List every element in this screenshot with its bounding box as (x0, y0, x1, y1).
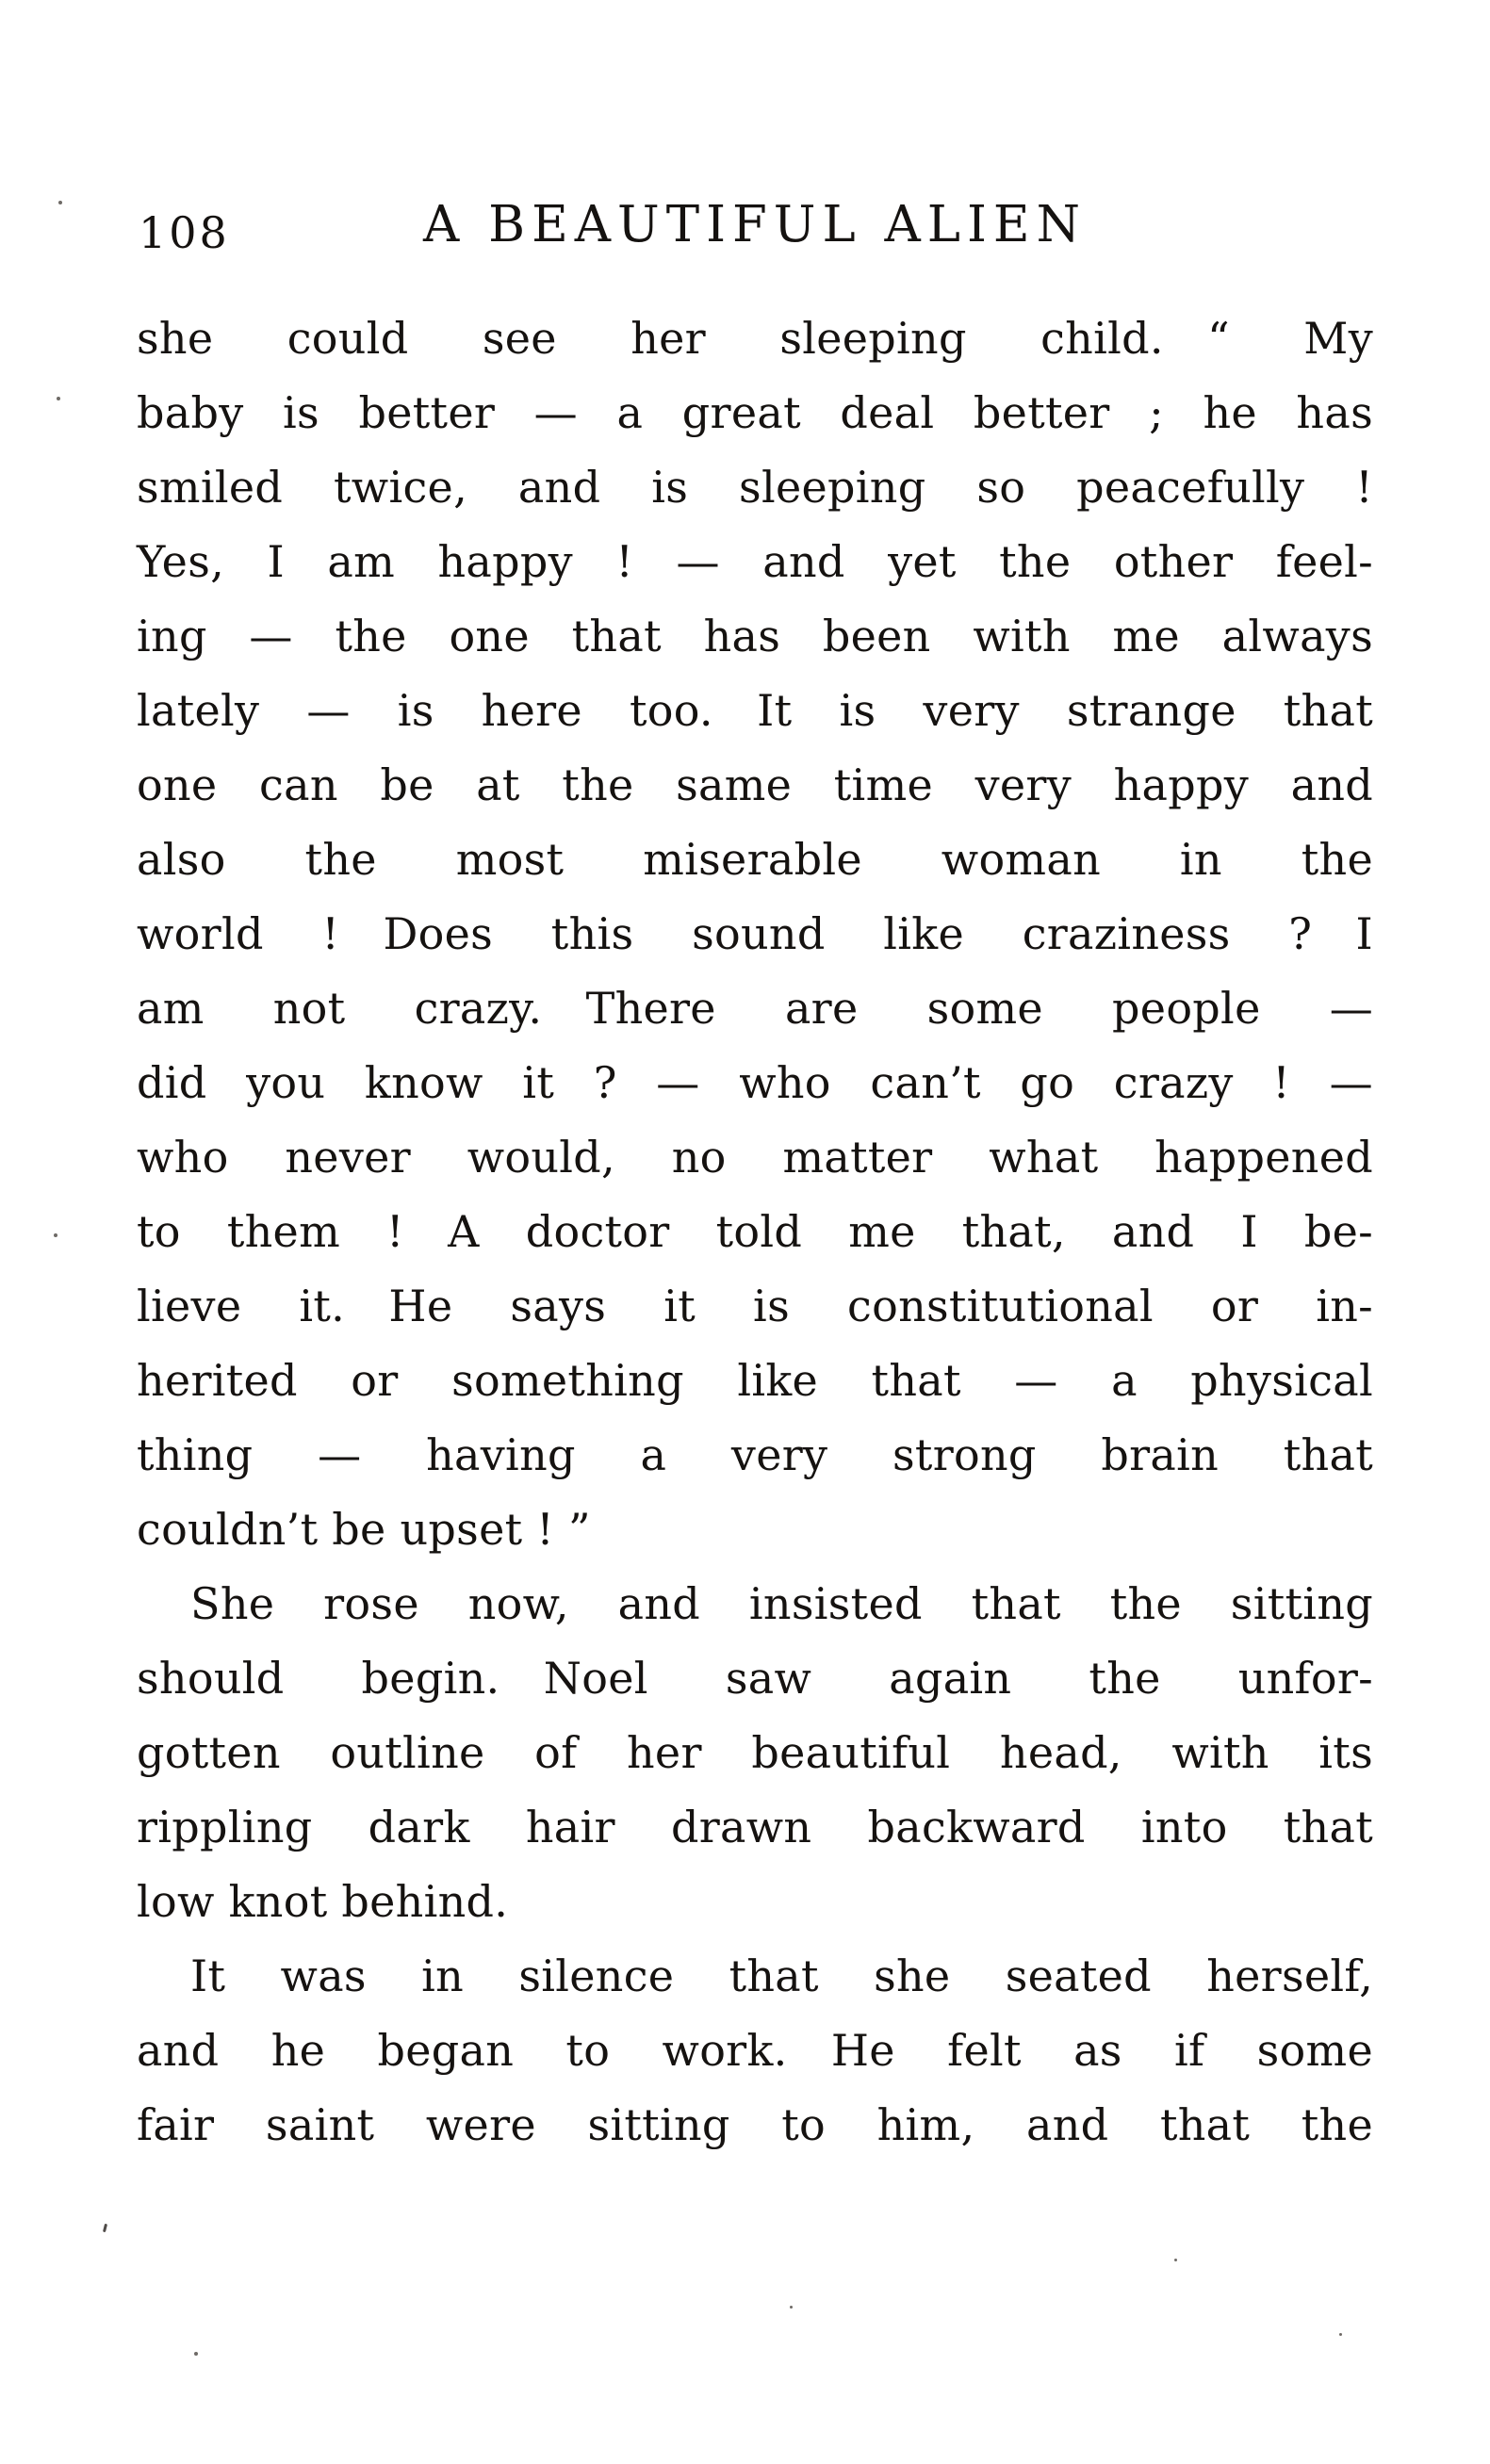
running-title: A BEAUTIFUL ALIEN (423, 196, 1087, 253)
scan-speck (1339, 2333, 1342, 2336)
page-body-text (137, 302, 1373, 2162)
scan-speck (54, 1233, 57, 1237)
text-line: lieve it. He says it is constitutional or in- (137, 1281, 1373, 1331)
text-line: gotten outline of her beautiful head, with its (137, 1727, 1373, 1778)
text-line: low knot behind. (137, 1876, 509, 1927)
text-line: lately — is here too. It is very strange that (137, 685, 1373, 736)
text-line: Yes, I am happy ! — and yet the other feel- (137, 536, 1373, 587)
text-line: one can be at the same time very happy and (137, 759, 1373, 810)
text-line: did you know it ? — who can’t go crazy ! — (137, 1057, 1373, 1108)
text-line: smiled twice, and is sleeping so peacefully ! (137, 462, 1373, 513)
text-line: herited or something like that — a physical (137, 1355, 1373, 1406)
text-line: also the most miserable woman in the (137, 834, 1373, 885)
text-line: It was in silence that she seated herself, (190, 1950, 1373, 2001)
text-line: thing — having a very strong brain that (137, 1429, 1373, 1480)
scan-speck (103, 2224, 107, 2232)
scan-speck (1174, 2259, 1177, 2261)
text-line: and he began to work. He felt as if some (137, 2025, 1373, 2076)
text-line: to them ! A doctor told me that, and I be- (137, 1206, 1373, 1257)
text-line: who never would, no matter what happened (137, 1132, 1373, 1183)
text-line: rippling dark hair drawn backward into that (137, 1802, 1373, 1852)
text-line: am not crazy. There are some people — (137, 983, 1373, 1034)
page-number: 108 (139, 207, 230, 258)
scan-speck (58, 201, 62, 204)
scan-speck (194, 2352, 198, 2356)
scan-speck (57, 397, 60, 400)
text-line: baby is better — a great deal better ; he has (137, 387, 1373, 438)
text-line: couldn’t be upset ! ” (137, 1504, 591, 1555)
text-line: ing — the one that has been with me always (137, 611, 1373, 661)
text-line: should begin. Noel saw again the unfor- (137, 1653, 1373, 1704)
text-line: she could see her sleeping child. “ My (137, 313, 1373, 364)
text-line: world ! Does this sound like craziness ? I (137, 908, 1373, 959)
text-line: fair saint were sitting to him, and that the (137, 2099, 1373, 2150)
scan-speck (790, 2306, 793, 2309)
page-header (137, 196, 1373, 258)
text-line: She rose now, and insisted that the sitting (190, 1578, 1373, 1629)
